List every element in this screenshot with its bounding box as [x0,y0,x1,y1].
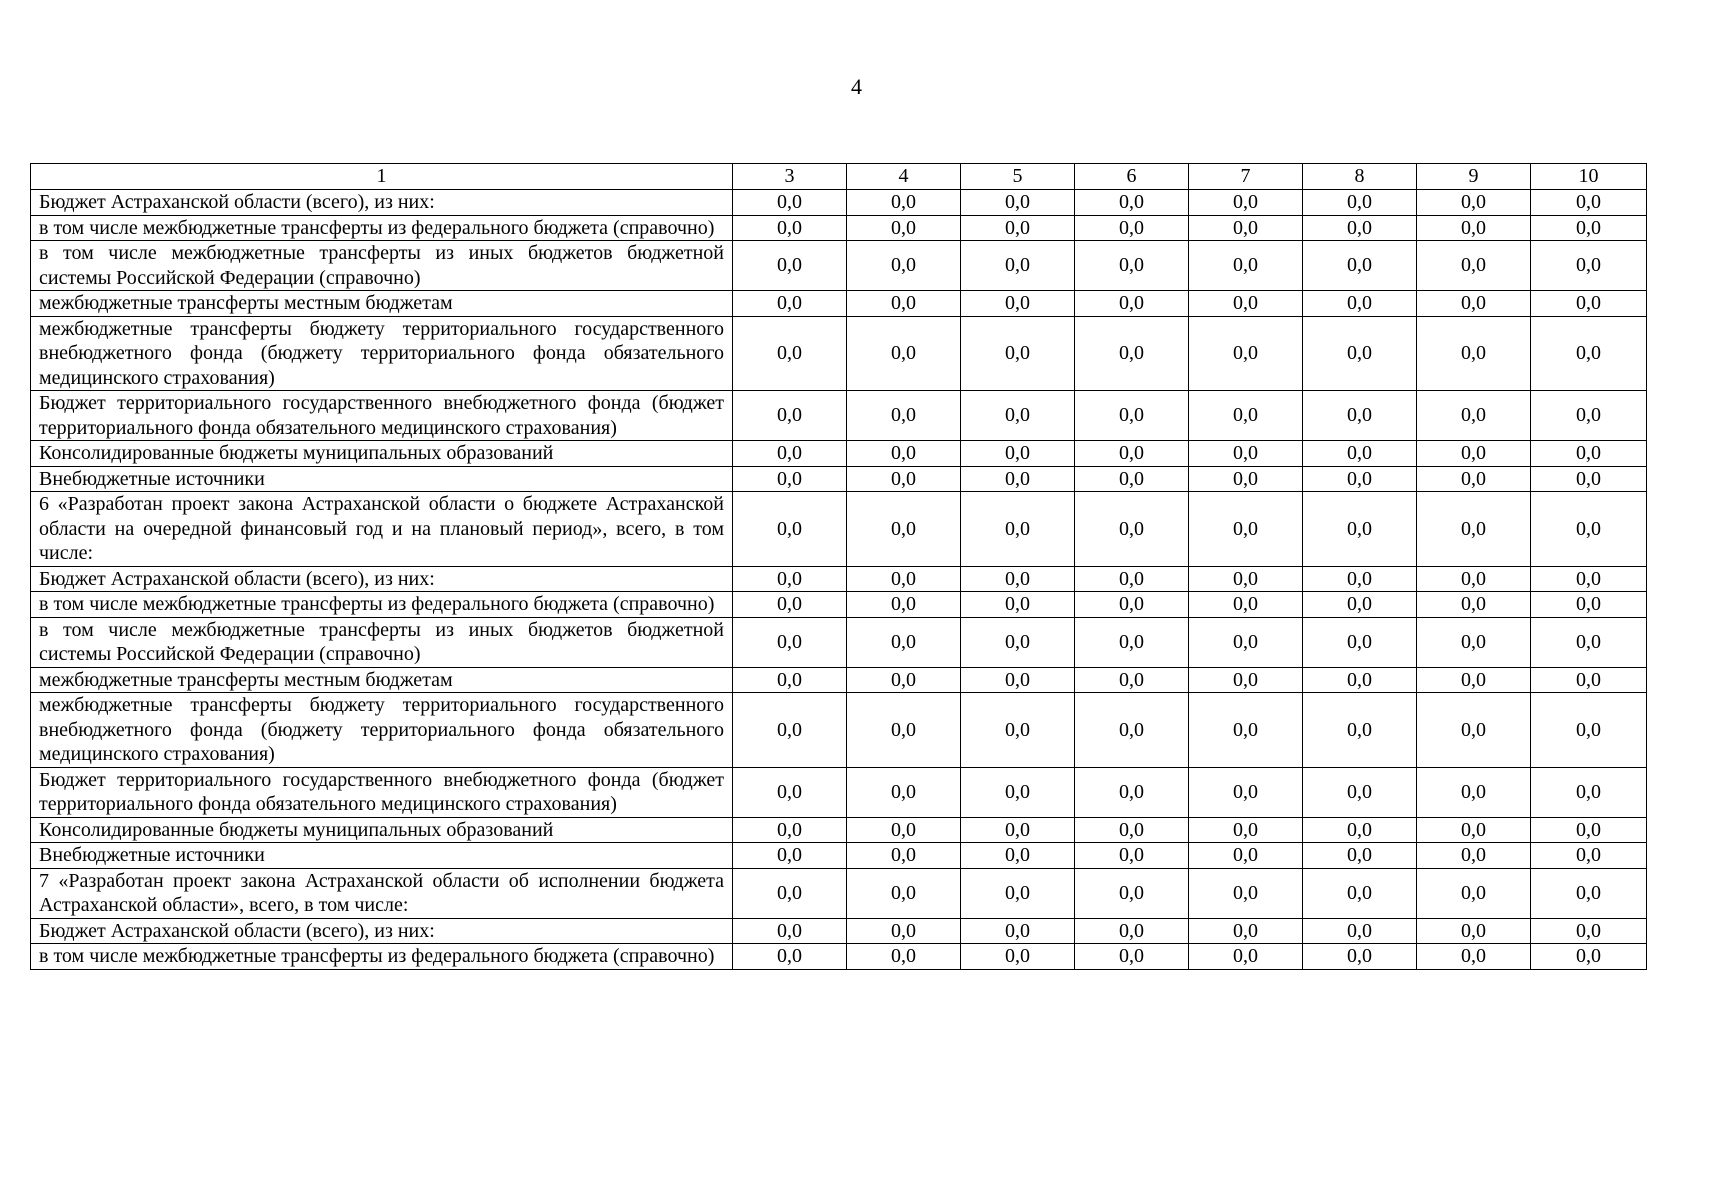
value-cell: 0,0 [1417,843,1531,869]
column-header: 5 [961,164,1075,190]
value-cell: 0,0 [1075,817,1189,843]
value-cell: 0,0 [847,566,961,592]
value-cell: 0,0 [733,667,847,693]
value-cell: 0,0 [961,817,1075,843]
value-cell: 0,0 [961,767,1075,817]
table-row [31,767,1647,817]
value-cell: 0,0 [1417,617,1531,667]
row-label: 7 «Разработан проект закона Астраханской области об исполнении бюджета Астраханской области», всего, в том числе: [31,868,733,918]
table-row [31,868,1647,918]
value-cell: 0,0 [1417,566,1531,592]
value-cell: 0,0 [733,767,847,817]
value-cell: 0,0 [1531,492,1647,567]
table-row [31,190,1647,216]
value-cell: 0,0 [847,617,961,667]
value-cell: 0,0 [1417,291,1531,317]
table-row [31,817,1647,843]
value-cell: 0,0 [1531,441,1647,467]
value-cell: 0,0 [961,944,1075,970]
value-cell: 0,0 [1531,817,1647,843]
column-header: 10 [1531,164,1647,190]
row-label: межбюджетные трансферты бюджету территориального государственного внебюджетного фонда (бюджету территориального фонда обязательного медицинского страхования) [31,316,733,391]
table-row [31,391,1647,441]
value-cell: 0,0 [1417,767,1531,817]
value-cell: 0,0 [847,391,961,441]
value-cell: 0,0 [1531,767,1647,817]
value-cell: 0,0 [847,693,961,768]
value-cell: 0,0 [1075,767,1189,817]
value-cell: 0,0 [1417,241,1531,291]
value-cell: 0,0 [1303,215,1417,241]
value-cell: 0,0 [1303,391,1417,441]
row-label: 6 «Разработан проект закона Астраханской области о бюджете Астраханской области на очередной финансовый год и на плановый период», всего, в том числе: [31,492,733,567]
value-cell: 0,0 [1417,466,1531,492]
value-cell: 0,0 [1075,316,1189,391]
value-cell: 0,0 [1075,592,1189,618]
value-cell: 0,0 [1417,441,1531,467]
value-cell: 0,0 [847,241,961,291]
value-cell: 0,0 [1417,492,1531,567]
value-cell: 0,0 [733,592,847,618]
value-cell: 0,0 [961,843,1075,869]
table-row [31,693,1647,768]
value-cell: 0,0 [1303,466,1417,492]
row-label: межбюджетные трансферты местным бюджетам [31,291,733,317]
value-cell: 0,0 [1531,843,1647,869]
value-cell: 0,0 [1303,592,1417,618]
value-cell: 0,0 [1303,617,1417,667]
value-cell: 0,0 [1303,868,1417,918]
table-row [31,592,1647,618]
value-cell: 0,0 [733,817,847,843]
value-cell: 0,0 [1303,767,1417,817]
row-label: в том числе межбюджетные трансферты из федерального бюджета (справочно) [31,215,733,241]
row-label: в том числе межбюджетные трансферты из федерального бюджета (справочно) [31,592,733,618]
value-cell: 0,0 [1531,190,1647,216]
value-cell: 0,0 [733,617,847,667]
value-cell: 0,0 [733,190,847,216]
value-cell: 0,0 [1075,667,1189,693]
value-cell: 0,0 [847,291,961,317]
table-row [31,667,1647,693]
value-cell: 0,0 [1417,316,1531,391]
table-row [31,918,1647,944]
value-cell: 0,0 [1531,918,1647,944]
value-cell: 0,0 [1189,617,1303,667]
value-cell: 0,0 [1303,492,1417,567]
value-cell: 0,0 [1075,617,1189,667]
value-cell: 0,0 [961,215,1075,241]
value-cell: 0,0 [1075,693,1189,768]
table-row [31,492,1647,567]
value-cell: 0,0 [1531,592,1647,618]
value-cell: 0,0 [733,466,847,492]
value-cell: 0,0 [1075,868,1189,918]
column-header: 1 [31,164,733,190]
table-row [31,843,1647,869]
value-cell: 0,0 [1303,817,1417,843]
value-cell: 0,0 [733,693,847,768]
value-cell: 0,0 [733,291,847,317]
row-label: межбюджетные трансферты бюджету территориального государственного внебюджетного фонда (бюджету территориального фонда обязательного медицинского страхования) [31,693,733,768]
row-label: в том числе межбюджетные трансферты из федерального бюджета (справочно) [31,944,733,970]
table-row [31,316,1647,391]
value-cell: 0,0 [1075,918,1189,944]
value-cell: 0,0 [847,492,961,567]
row-label: Бюджет территориального государственного внебюджетного фонда (бюджет территориального фонда обязательного медицинского страхования) [31,767,733,817]
value-cell: 0,0 [1189,843,1303,869]
column-header: 9 [1417,164,1531,190]
value-cell: 0,0 [1189,767,1303,817]
value-cell: 0,0 [1189,190,1303,216]
row-label: Бюджет Астраханской области (всего), из них: [31,190,733,216]
value-cell: 0,0 [1075,944,1189,970]
value-cell: 0,0 [961,667,1075,693]
value-cell: 0,0 [733,843,847,869]
value-cell: 0,0 [1075,391,1189,441]
value-cell: 0,0 [1189,215,1303,241]
value-cell: 0,0 [1417,918,1531,944]
header-row [31,164,1647,190]
value-cell: 0,0 [961,466,1075,492]
value-cell: 0,0 [961,241,1075,291]
value-cell: 0,0 [733,215,847,241]
value-cell: 0,0 [733,441,847,467]
value-cell: 0,0 [1189,944,1303,970]
value-cell: 0,0 [1075,441,1189,467]
value-cell: 0,0 [961,566,1075,592]
value-cell: 0,0 [1189,566,1303,592]
value-cell: 0,0 [733,918,847,944]
value-cell: 0,0 [1531,241,1647,291]
value-cell: 0,0 [1075,241,1189,291]
column-header: 4 [847,164,961,190]
table-row [31,241,1647,291]
value-cell: 0,0 [733,944,847,970]
table-row [31,215,1647,241]
value-cell: 0,0 [1531,566,1647,592]
value-cell: 0,0 [1303,316,1417,391]
column-header: 6 [1075,164,1189,190]
value-cell: 0,0 [1417,592,1531,618]
value-cell: 0,0 [733,492,847,567]
table-row [31,944,1647,970]
row-label: в том числе межбюджетные трансферты из иных бюджетов бюджетной системы Российской Федерации (справочно) [31,241,733,291]
row-label: в том числе межбюджетные трансферты из иных бюджетов бюджетной системы Российской Федерации (справочно) [31,617,733,667]
value-cell: 0,0 [1075,566,1189,592]
row-label: Консолидированные бюджеты муниципальных образований [31,817,733,843]
value-cell: 0,0 [1531,316,1647,391]
value-cell: 0,0 [1531,466,1647,492]
value-cell: 0,0 [1531,868,1647,918]
value-cell: 0,0 [1189,667,1303,693]
value-cell: 0,0 [847,918,961,944]
value-cell: 0,0 [1189,291,1303,317]
table-row [31,466,1647,492]
value-cell: 0,0 [847,817,961,843]
row-label: Бюджет территориального государственного внебюджетного фонда (бюджет территориального фонда обязательного медицинского страхования) [31,391,733,441]
value-cell: 0,0 [847,944,961,970]
value-cell: 0,0 [1531,215,1647,241]
value-cell: 0,0 [847,441,961,467]
value-cell: 0,0 [1417,693,1531,768]
value-cell: 0,0 [1189,492,1303,567]
value-cell: 0,0 [1189,918,1303,944]
value-cell: 0,0 [1303,441,1417,467]
value-cell: 0,0 [847,466,961,492]
value-cell: 0,0 [961,441,1075,467]
table-row [31,291,1647,317]
value-cell: 0,0 [847,667,961,693]
value-cell: 0,0 [1075,291,1189,317]
row-label: Внебюджетные источники [31,843,733,869]
value-cell: 0,0 [961,492,1075,567]
value-cell: 0,0 [1075,843,1189,869]
value-cell: 0,0 [961,868,1075,918]
table-body [31,190,1647,970]
value-cell: 0,0 [1075,492,1189,567]
value-cell: 0,0 [961,617,1075,667]
value-cell: 0,0 [961,592,1075,618]
value-cell: 0,0 [1189,391,1303,441]
value-cell: 0,0 [733,391,847,441]
value-cell: 0,0 [1417,868,1531,918]
value-cell: 0,0 [847,316,961,391]
row-label: Консолидированные бюджеты муниципальных образований [31,441,733,467]
value-cell: 0,0 [1189,441,1303,467]
value-cell: 0,0 [1417,391,1531,441]
table-row [31,617,1647,667]
value-cell: 0,0 [1303,667,1417,693]
budget-table [30,163,1647,970]
value-cell: 0,0 [1531,667,1647,693]
value-cell: 0,0 [1531,617,1647,667]
value-cell: 0,0 [1075,190,1189,216]
value-cell: 0,0 [1189,817,1303,843]
value-cell: 0,0 [961,918,1075,944]
table-row [31,566,1647,592]
value-cell: 0,0 [1531,944,1647,970]
value-cell: 0,0 [1417,215,1531,241]
value-cell: 0,0 [1189,592,1303,618]
value-cell: 0,0 [961,693,1075,768]
value-cell: 0,0 [847,843,961,869]
value-cell: 0,0 [1417,667,1531,693]
row-label: Бюджет Астраханской области (всего), из них: [31,566,733,592]
value-cell: 0,0 [1303,291,1417,317]
value-cell: 0,0 [1303,693,1417,768]
value-cell: 0,0 [847,190,961,216]
column-header: 3 [733,164,847,190]
value-cell: 0,0 [1075,466,1189,492]
value-cell: 0,0 [1531,291,1647,317]
value-cell: 0,0 [1303,843,1417,869]
row-label: Бюджет Астраханской области (всего), из них: [31,918,733,944]
value-cell: 0,0 [1189,316,1303,391]
value-cell: 0,0 [847,767,961,817]
value-cell: 0,0 [1303,241,1417,291]
value-cell: 0,0 [733,566,847,592]
value-cell: 0,0 [1189,241,1303,291]
value-cell: 0,0 [733,316,847,391]
table-row [31,441,1647,467]
row-label: Внебюджетные источники [31,466,733,492]
value-cell: 0,0 [847,592,961,618]
value-cell: 0,0 [1303,190,1417,216]
value-cell: 0,0 [961,291,1075,317]
value-cell: 0,0 [1189,693,1303,768]
column-header: 7 [1189,164,1303,190]
value-cell: 0,0 [961,316,1075,391]
value-cell: 0,0 [961,190,1075,216]
value-cell: 0,0 [1531,693,1647,768]
value-cell: 0,0 [1417,190,1531,216]
value-cell: 0,0 [1075,215,1189,241]
column-header: 8 [1303,164,1417,190]
value-cell: 0,0 [733,241,847,291]
value-cell: 0,0 [1417,944,1531,970]
value-cell: 0,0 [1303,918,1417,944]
value-cell: 0,0 [1417,817,1531,843]
value-cell: 0,0 [1189,868,1303,918]
value-cell: 0,0 [1531,391,1647,441]
value-cell: 0,0 [1189,466,1303,492]
value-cell: 0,0 [961,391,1075,441]
value-cell: 0,0 [1303,944,1417,970]
value-cell: 0,0 [1303,566,1417,592]
value-cell: 0,0 [847,868,961,918]
value-cell: 0,0 [847,215,961,241]
row-label: межбюджетные трансферты местным бюджетам [31,667,733,693]
page-number: 4 [851,74,862,99]
value-cell: 0,0 [733,868,847,918]
